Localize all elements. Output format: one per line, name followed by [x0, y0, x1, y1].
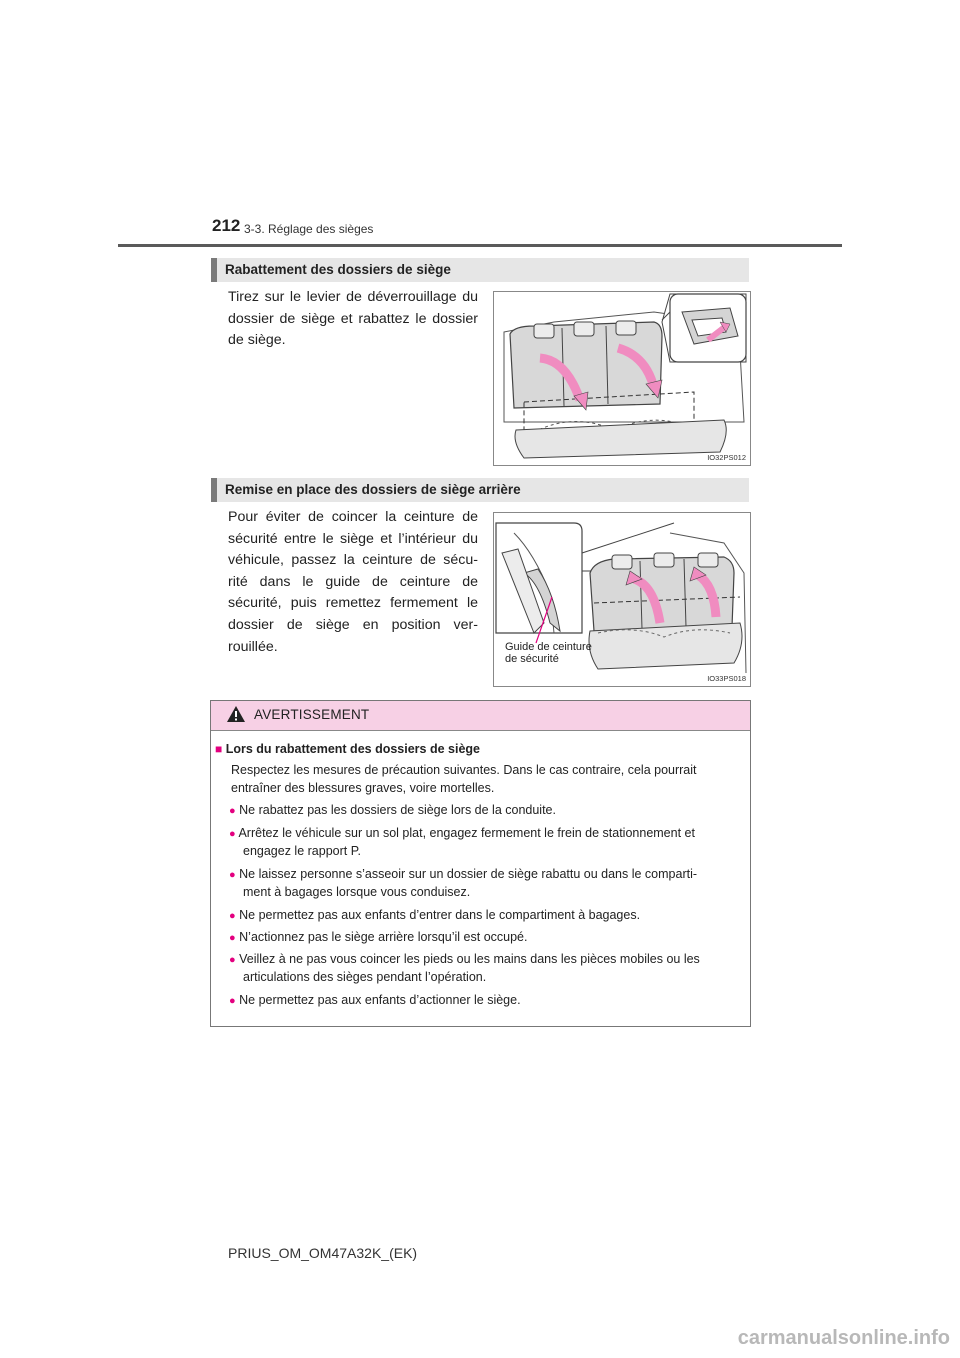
section-accent-bar: [211, 258, 217, 282]
warning-item-continuation: ment à bagages lorsque vous conduisez.: [243, 885, 471, 899]
bullet-dot-icon: ●: [229, 910, 236, 922]
warning-item-continuation: articulations des sièges pendant l’opération.: [243, 970, 487, 984]
figure-code: IO32PS012: [707, 453, 746, 462]
warning-item-text: Veillez à ne pas vous coincer les pieds ou les mains dans les pièces mobiles ou les: [239, 952, 700, 966]
warning-intro-line-1: Respectez les mesures de précaution suivantes. Dans le cas contraire, cela pourrait: [231, 763, 697, 777]
instruction-text-returning: Pour éviter de coincer la ceinture de sécurité entre le siège et l’intérieur du véhicule, passez la ceinture de sécu-rité dans le guide de ceinture de sécurité, puis remettez fermement le dossier de siège en position ver-rouillée.: [228, 509, 478, 655]
warning-heading-row: [215, 741, 480, 759]
warning-triangle-icon: [226, 705, 246, 723]
warning-item-text: Ne permettez pas aux enfants d’entrer dans le compartiment à bagages.: [239, 908, 641, 922]
warning-intro-line-2: entraîner des blessures graves, voire mortelles.: [231, 781, 495, 795]
warning-header: [211, 701, 750, 731]
warning-item-text: N’actionnez pas le siège arrière lorsqu’il est occupé.: [239, 930, 528, 944]
seatbelt-guide-label: Guide de ceinture de sécurité: [505, 641, 592, 665]
warning-item: [229, 907, 640, 926]
bullet-dot-icon: ●: [229, 954, 236, 966]
folding-seat-drawing: [494, 292, 750, 465]
bullet-dot-icon: ●: [229, 828, 236, 840]
document-id: PRIUS_OM_OM47A32K_(EK): [228, 1245, 418, 1261]
section-heading-folding: [211, 258, 749, 282]
warning-item: [229, 951, 700, 970]
page-number: 212: [212, 216, 241, 235]
warning-item: [229, 929, 527, 948]
watermark: carmanualsonline.info: [737, 1327, 950, 1349]
bullet-dot-icon: ●: [229, 805, 236, 817]
illustration-folding-seat: [493, 291, 751, 466]
figure-code: IO33PS018: [707, 674, 746, 683]
warning-item-continuation: engagez le rapport P.: [243, 844, 361, 858]
section-title: Remise en place des dossiers de siège arrière: [225, 482, 521, 497]
warning-heading: Lors du rabattement des dossiers de siège: [225, 742, 480, 756]
header-divider: [118, 244, 842, 247]
warning-item: [229, 802, 556, 821]
warning-item-text: Arrêtez le véhicule sur un sol plat, engagez fermement le frein de stationnement et: [238, 826, 695, 840]
warning-item-text: Ne laissez personne s’asseoir sur un dossier de siège rabattu ou dans le comparti-: [239, 867, 698, 881]
warning-item-text: Ne permettez pas aux enfants d’actionner le siège.: [239, 993, 521, 1007]
instruction-text-folding: Tirez sur le levier de déverrouillage du dossier de siège et rabattez le dossier de siège.: [228, 289, 478, 349]
warning-title: AVERTISSEMENT: [254, 707, 370, 722]
bullet-dot-icon: ●: [229, 995, 236, 1007]
section-reference: 3-3. Réglage des sièges: [244, 222, 374, 236]
section-title: Rabattement des dossiers de siège: [225, 262, 451, 277]
bullet-dot-icon: ●: [229, 932, 236, 944]
warning-item-text: Ne rabattez pas les dossiers de siège lors de la conduite.: [239, 803, 556, 817]
warning-box: [210, 700, 751, 1027]
bullet-dot-icon: ●: [229, 869, 236, 881]
warning-item: [229, 866, 697, 885]
warning-item: [229, 992, 521, 1011]
square-bullet-icon: ■: [215, 742, 223, 756]
section-heading-returning: [211, 478, 749, 502]
section-accent-bar: [211, 478, 217, 502]
warning-item: [229, 825, 695, 844]
illustration-returning-seat: [493, 512, 751, 687]
